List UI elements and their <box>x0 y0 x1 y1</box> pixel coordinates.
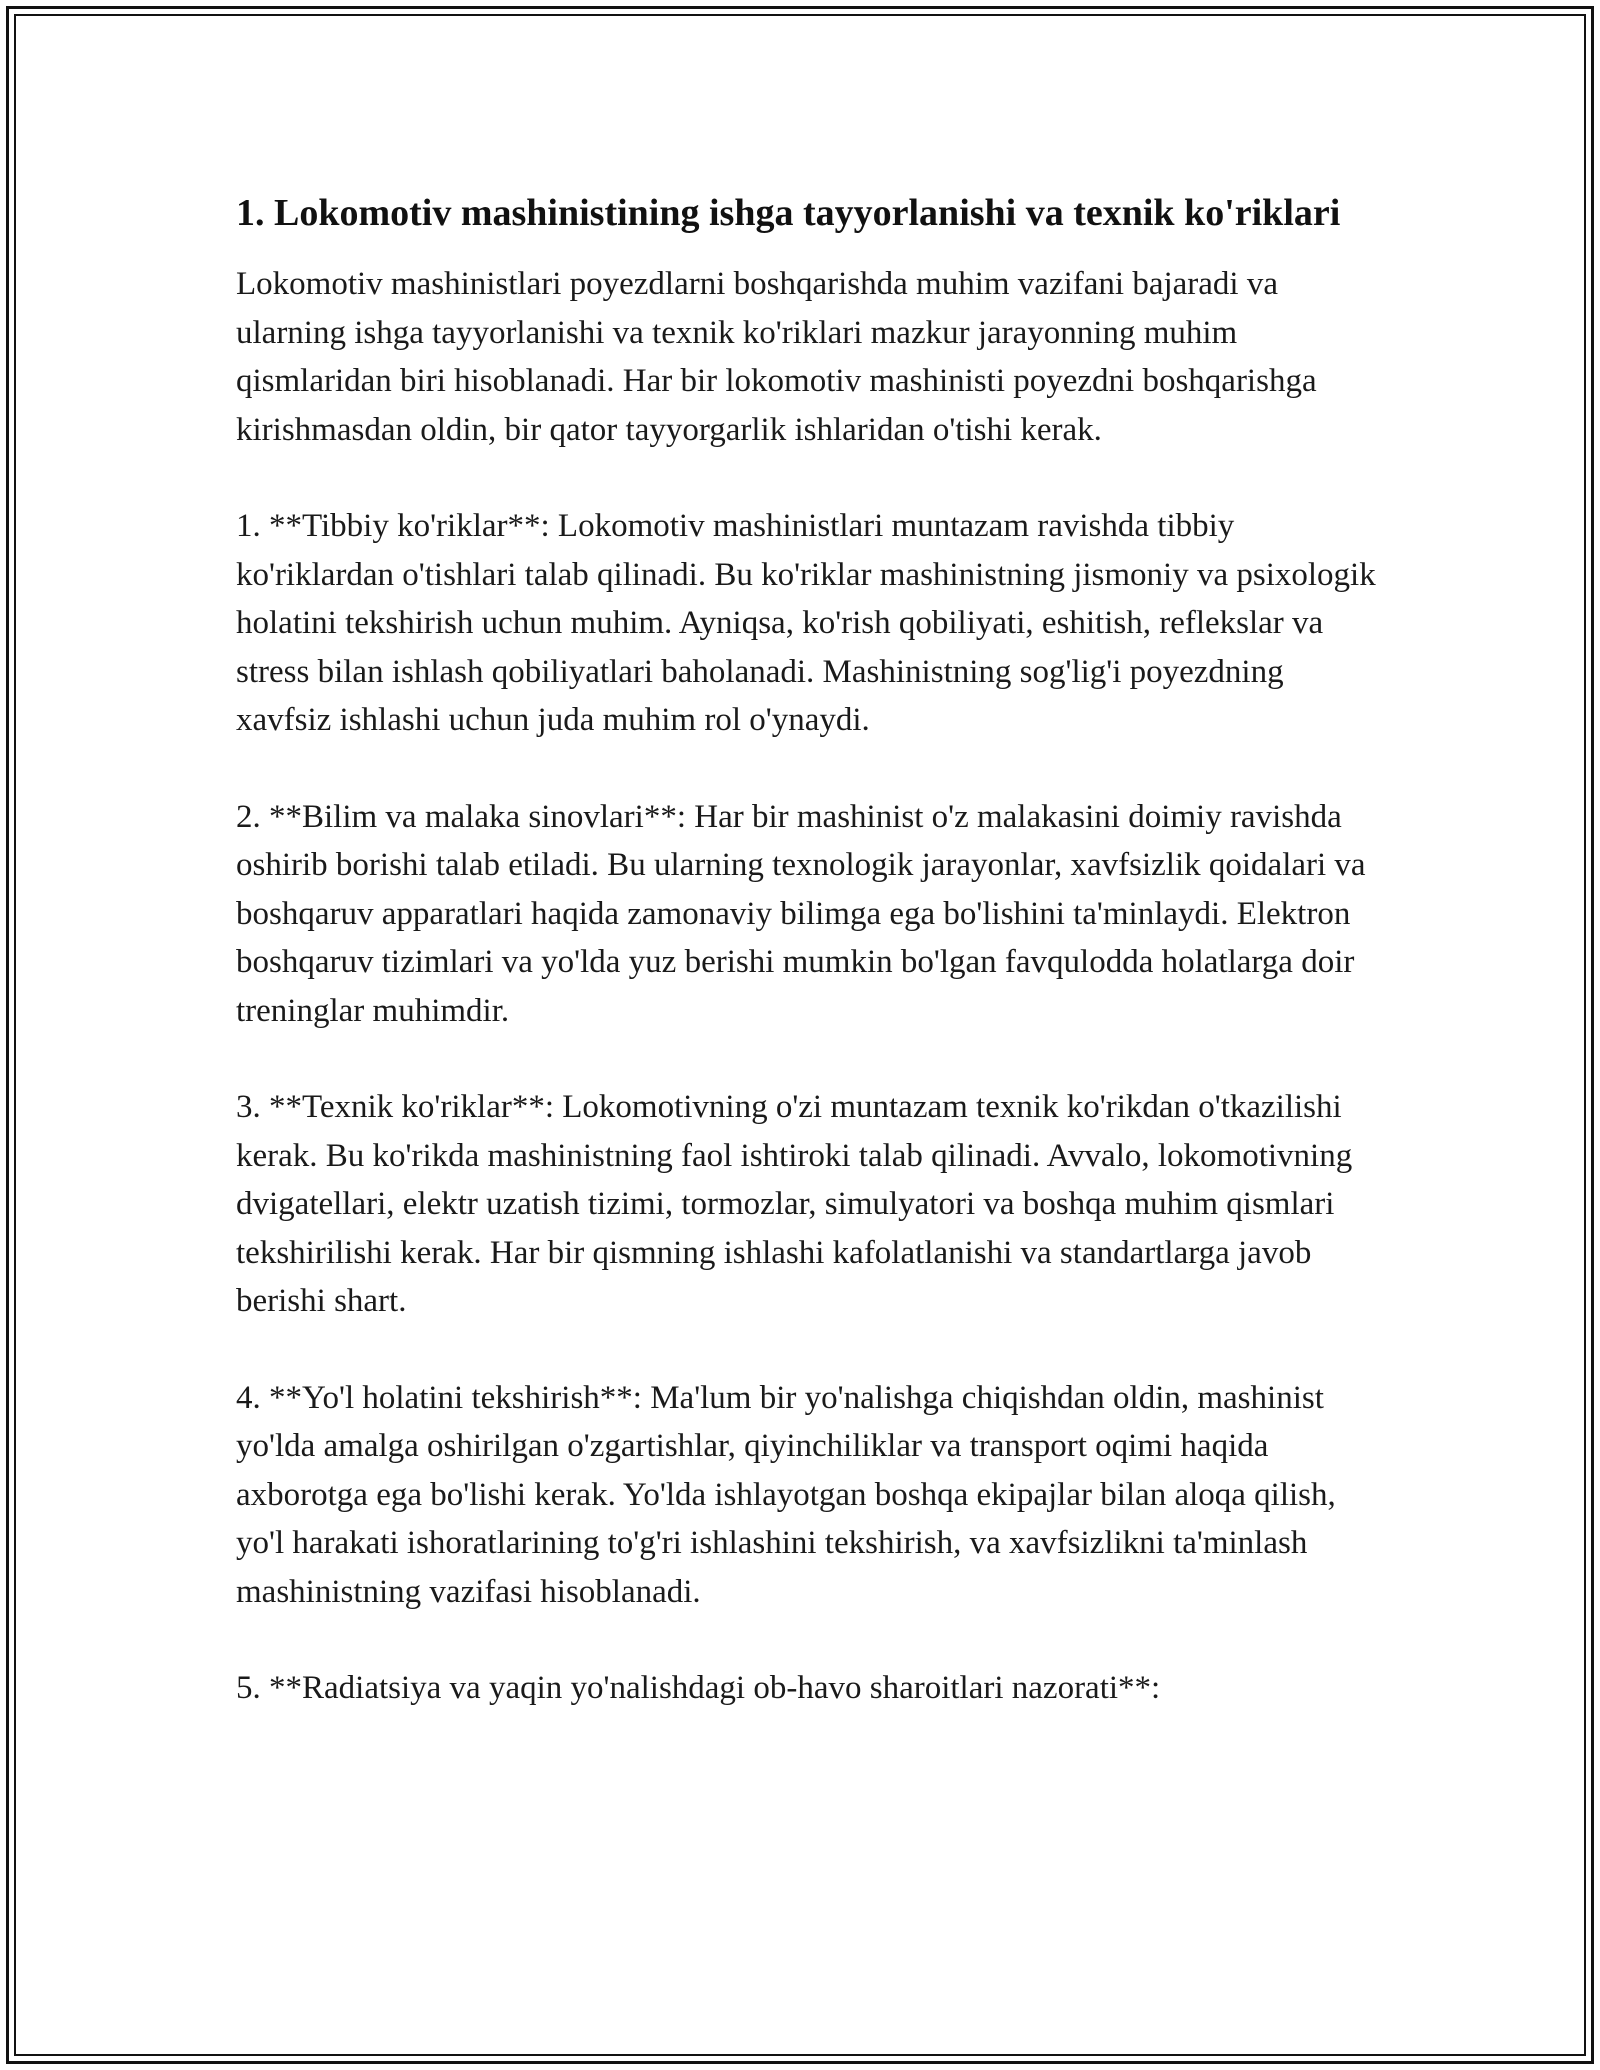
item-radiation-weather: 5. **Radiatsiya va yaqin yo'nalishdagi ob-havo sharoitlari nazorati**: <box>236 1670 1161 1706</box>
section-heading: 1. Lokomotiv mashinistining ishga tayyorlanishi va texnik ko'riklari <box>236 192 1341 234</box>
item-technical-inspections: 3. **Texnik ko'riklar**: Lokomotivning o'zi muntazam texnik ko'rikdan o'tkazilishi kerak. Bu ko'rikda mashinistning faol ishtiroki talab qilinadi. Avvalo, lokomotivning dvigatellari, elektr uzatish tizimi, tormozlar, simulyatori va boshqa muhim qismlari tekshirilishi kerak. Har bir qismning ishlashi kafolatlanishi va standartlarga javob berishi shart. <box>236 1089 1353 1319</box>
item-knowledge-tests: 2. **Bilim va malaka sinovlari**: Har bir mashinist o'z malakasini doimiy ravishda oshirib borishi talab etiladi. Bu ularning texnologik jarayonlar, xavfsizlik qoidalari va boshqaruv apparatlari haqida zamonaviy bilimga ega bo'lishini ta'minlaydi. Elektron boshqaruv tizimlari va yo'lda yuz berishi mumkin bo'lgan favqulodda holatlarga doir treninglar muhimdir. <box>236 798 1366 1029</box>
item-track-condition: 4. **Yo'l holatini tekshirish**: Ma'lum bir yo'nalishga chiqishdan oldin, mashinist yo'lda amalga oshirilgan o'zgartishlar, qiyinchiliklar va transport oqimi haqida axborotga ega bo'lishi kerak. Yo'lda ishlayotgan boshqa ekipajlar bilan aloqa qilish, yo'l harakati ishoratlarining to'g'ri ishlashini tekshirish, va xavfsizlikni ta'minlash mashinistning vazifasi hisoblanadi. <box>236 1379 1336 1610</box>
document-body <box>236 186 1376 1761</box>
intro-paragraph: Lokomotiv mashinistlari poyezdlarni boshqarishda muhim vazifani bajaradi va ularning ishga tayyorlanishi va texnik ko'riklari mazkur jarayonning muhim qismlaridan biri hisoblanadi. Har bir lokomotiv mashinisti poyezdni boshqarishga kirishmasdan oldin, bir qator tayyorgarlik ishlaridan o'tishi kerak. <box>236 266 1317 448</box>
item-medical-checks: 1. **Tibbiy ko'riklar**: Lokomotiv mashinistlari muntazam ravishda tibbiy ko'riklardan o'tishlari talab qilinadi. Bu ko'riklar mashinistning jismoniy va psixologik holatini tekshirish uchun muhim. Ayniqsa, ko'rish qobiliyati, eshitish, reflekslar va stress bilan ishlash qobiliyatlari baholanadi. Mashinistning sog'lig'i poyezdning xavfsiz ishlashi uchun juda muhim rol o'ynaydi. <box>236 508 1376 738</box>
